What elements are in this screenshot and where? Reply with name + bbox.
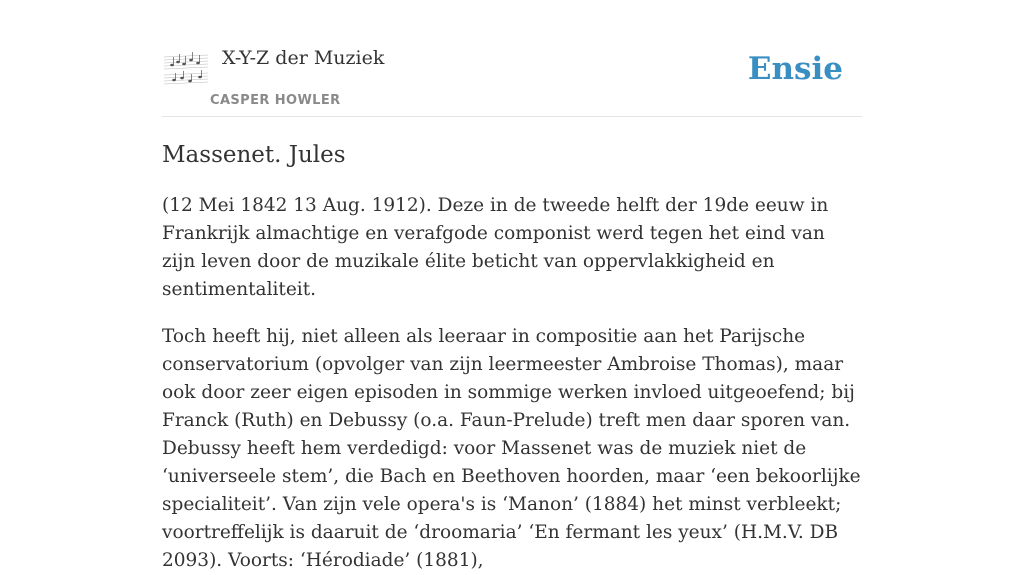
sheet-music-thumbnail-icon[interactable] <box>162 45 210 89</box>
author-name[interactable]: CASPER HOWLER <box>210 93 341 108</box>
page-header <box>162 40 862 117</box>
article <box>162 140 862 575</box>
book-title[interactable]: X-Y-Z der Muziek <box>222 47 385 69</box>
article-paragraph: (12 Mei 1842 13 Aug. 1912). Deze in de tweede helft der 19de eeuw in Frankrijk almachtige en verafgode componist werd tegen het eind van zijn leven door de muzikale élite beticht van oppervlakkigheid en sentimentaliteit. <box>162 195 829 300</box>
ensie-logo[interactable]: Ensie <box>747 51 843 87</box>
entry-title: Massenet. Jules <box>162 142 346 168</box>
article-paragraph: Toch heeft hij, niet alleen als leeraar in compositie aan het Parijsche conservatorium (opvolger van zijn leermeester Ambroise Thomas), maar ook door zeer eigen episoden in sommige werken invloed uitgeoefend; bij Franck (Ruth) en Debussy (o.a. Faun-Prelude) treft men daar sporen van. Debussy heeft hem verdedigd: voor Massenet was de muziek niet de ‘universeele stem’, die Bach en Beethoven hoorden, maar ‘een bekoorlijke specialiteit’. Van zijn vele opera's is ‘Manon’ (1884) het minst verbleekt; voortreffelijk is daaruit de ‘droomaria’ ‘En fermant les yeux’ (H.M.V. DB 2093). Voorts: ‘Hérodiade’ (1881), <box>162 326 861 571</box>
